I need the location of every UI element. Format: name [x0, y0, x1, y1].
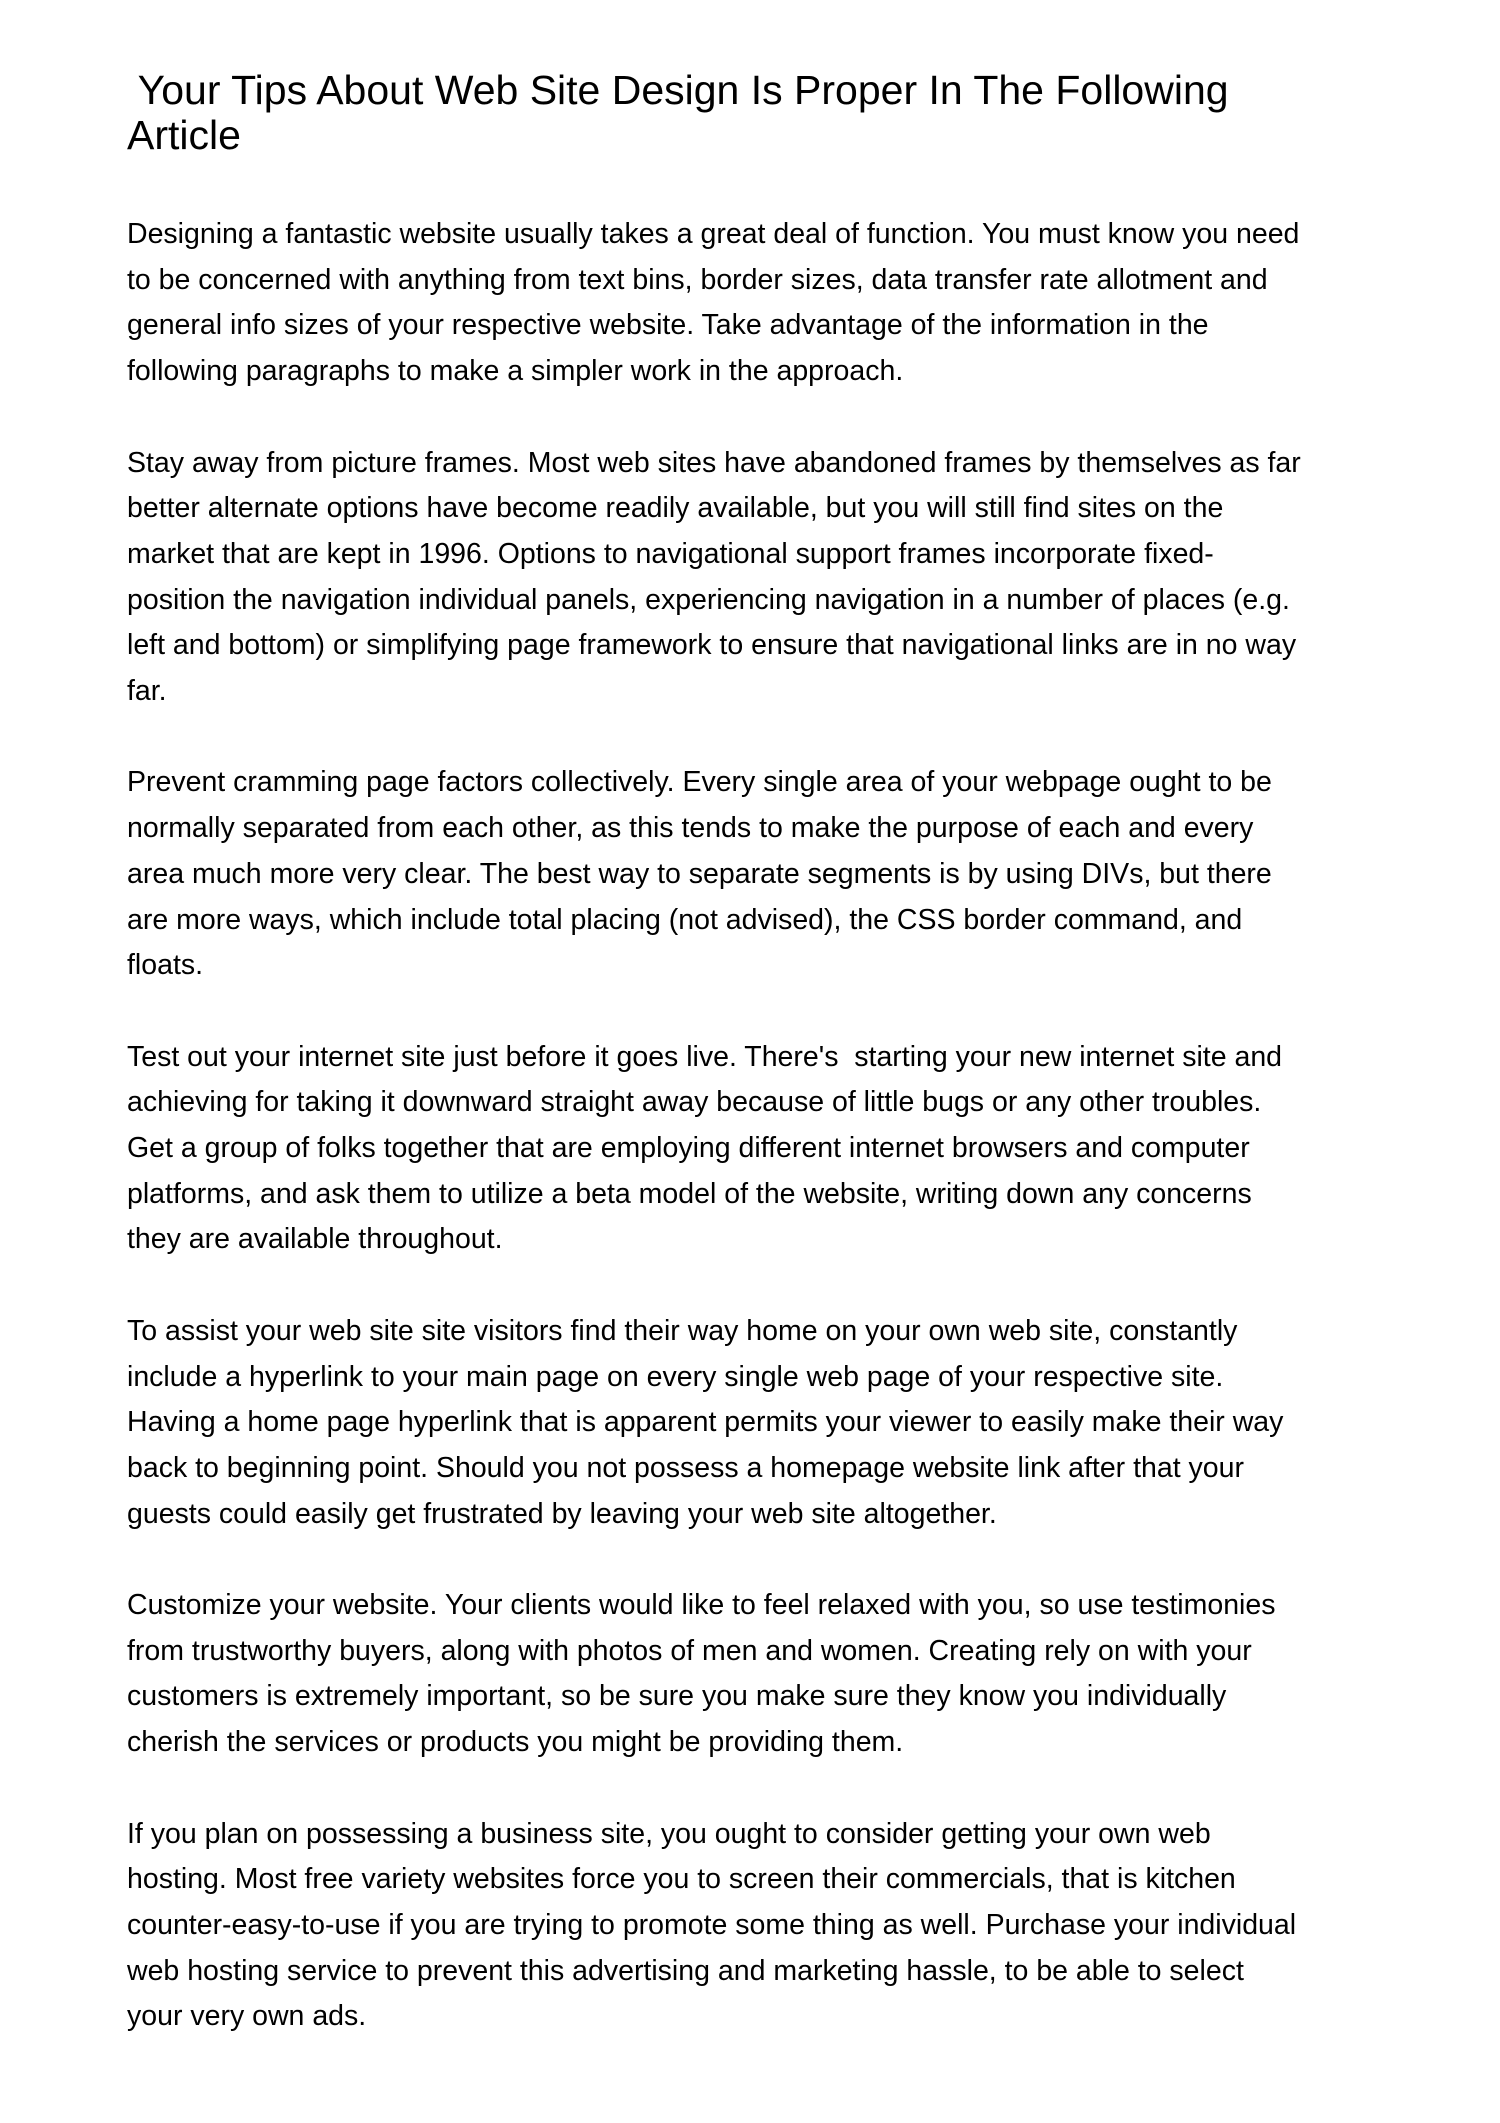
paragraph-line: Designing a fantastic website usually takes a great deal of function. You must know you need: [127, 218, 1300, 250]
paragraph-line: from trustworthy buyers, along with photos of men and women. Creating rely on with your: [127, 1634, 1252, 1667]
paragraph-line: Having a home page hyperlink that is apparent permits your viewer to easily make their way: [127, 1406, 1284, 1439]
paragraph-line: Get a group of folks together that are employing different internet browsers and computer: [127, 1132, 1250, 1165]
paragraph-line: customers is extremely important, so be sure you make sure they know you individually: [127, 1680, 1227, 1713]
paragraph-line: cherish the services or products you might be providing them.: [127, 1726, 904, 1759]
paragraph-line: include a hyperlink to your main page on every single web page of your respective site.: [127, 1360, 1224, 1393]
paragraph: [127, 760, 1427, 989]
paragraph-line: To assist your web site site visitors find their way home on your own web site, constantly: [127, 1314, 1238, 1347]
paragraph-line: area much more very clear. The best way to separate segments is by using DIVs, but there: [127, 857, 1272, 890]
paragraph-line: better alternate options have become readily available, but you will still find sites on the: [127, 492, 1224, 525]
paragraph-line: platforms, and ask them to utilize a beta model of the website, writing down any concerns: [127, 1177, 1252, 1210]
paragraph-line: Test out your internet site just before it goes live. There's starting your new internet site and: [127, 1040, 1283, 1073]
title-line: Article: [127, 112, 241, 158]
paragraph-line: general info sizes of your respective website. Take advantage of the information in the: [127, 309, 1209, 342]
paragraph-line: far.: [127, 675, 167, 708]
paragraph-line: position the navigation individual panels, experiencing navigation in a number of places (e.g.: [127, 583, 1290, 616]
document-title: [127, 68, 1229, 158]
paragraph-line: floats.: [127, 949, 204, 982]
paragraph-line: hosting. Most free variety websites force you to screen their commercials, that is kitchen: [127, 1863, 1236, 1896]
paragraph-line: achieving for taking it downward straight away because of little bugs or any other troubles.: [127, 1086, 1262, 1119]
title-line: Your Tips About Web Site Design Is Proper In The Following: [127, 67, 1229, 113]
paragraph-line: web hosting service to prevent this advertising and marketing hassle, to be able to select: [127, 1954, 1244, 1987]
paragraph-line: Stay away from picture frames. Most web sites have abandoned frames by themselves as far: [127, 446, 1301, 479]
paragraph-line: guests could easily get frustrated by leaving your web site altogether.: [127, 1497, 997, 1530]
paragraph-line: normally separated from each other, as this tends to make the purpose of each and every: [127, 812, 1254, 845]
paragraph-line: left and bottom) or simplifying page framework to ensure that navigational links are in no way: [127, 629, 1297, 662]
paragraph-line: market that are kept in 1996. Options to navigational support frames incorporate fixed-: [127, 537, 1214, 570]
paragraph-line: Customize your website. Your clients would like to feel relaxed with you, so use testimonies: [127, 1589, 1276, 1622]
document-body: [127, 212, 1427, 2086]
paragraph-line: your very own ads.: [127, 2000, 367, 2033]
paragraph-line: back to beginning point. Should you not possess a homepage website link after that your: [127, 1451, 1244, 1484]
paragraph-line: counter-easy-to-use if you are trying to promote some thing as well. Purchase your individual: [127, 1908, 1297, 1941]
paragraph: [127, 1309, 1427, 1538]
paragraph: [127, 212, 1427, 395]
paragraph: [127, 1583, 1427, 1766]
paragraph-line: following paragraphs to make a simpler work in the approach.: [127, 355, 904, 388]
paragraph-line: to be concerned with anything from text bins, border sizes, data transfer rate allotment and: [127, 263, 1268, 296]
paragraph-line: they are available throughout.: [127, 1223, 503, 1256]
paragraph: [127, 1812, 1427, 2041]
paragraph-line: If you plan on possessing a business site, you ought to consider getting your own web: [127, 1817, 1211, 1850]
paragraph-line: Prevent cramming page factors collectively. Every single area of your webpage ought to be: [127, 766, 1272, 799]
paragraph: [127, 441, 1427, 715]
paragraph-line: are more ways, which include total placing (not advised), the CSS border command, and: [127, 903, 1243, 936]
paragraph: [127, 1035, 1427, 1264]
